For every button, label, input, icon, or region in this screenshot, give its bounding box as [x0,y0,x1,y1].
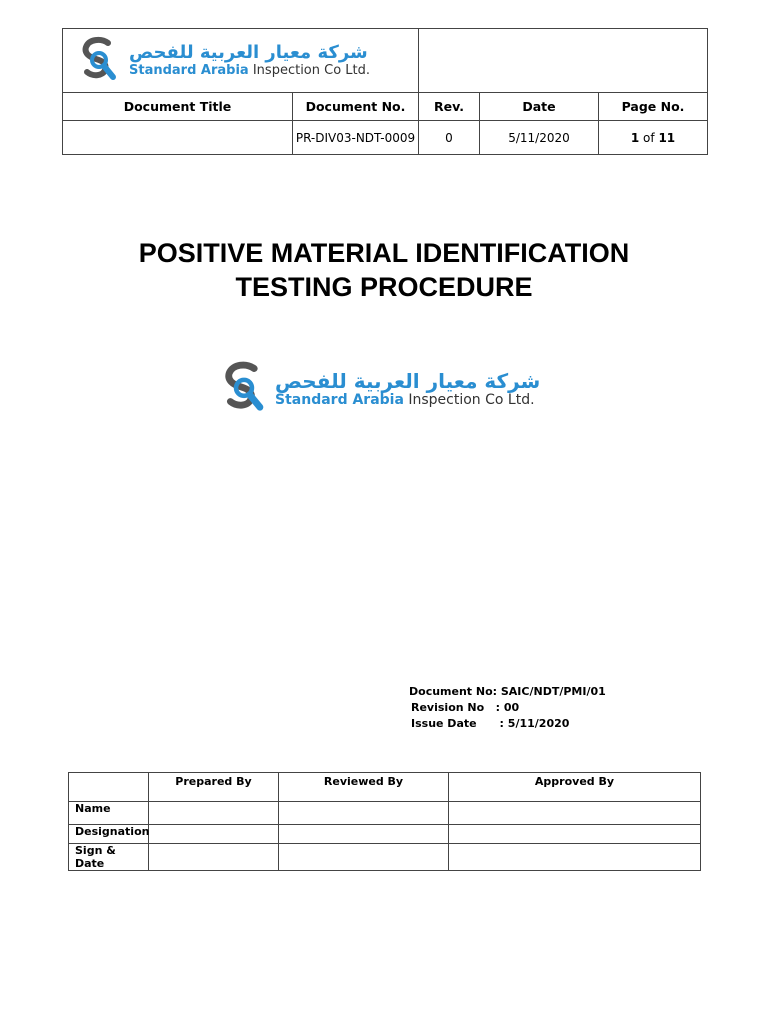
document-info-block [409,684,606,732]
value-date: 5/11/2020 [480,121,599,155]
page-of: of [639,130,659,145]
doc-info-revision: Revision No : 00 [411,701,520,714]
page-current: 1 [630,130,640,145]
document-header-table [62,28,708,155]
doc-info-doc-no: Document No: SAIC/NDT/PMI/01 [409,685,606,698]
logo-name-rest: Inspection Co Ltd. [248,62,371,78]
approval-cell [149,802,279,825]
label-document-title: Document Title [63,93,293,121]
approval-header-blank [69,773,149,802]
value-document-no: PR-DIV03-NDT-0009 [293,121,419,155]
value-rev: 0 [419,121,480,155]
approval-cell [449,802,701,825]
title-line-2: TESTING PROCEDURE [235,272,533,302]
title-line-1: POSITIVE MATERIAL IDENTIFICATION [138,238,630,268]
approval-row-label-designation: Designation [69,825,149,844]
center-logo-company-name [275,392,540,409]
approval-row-label-sign-date: Sign & Date [69,844,149,871]
center-logo-arabic: شركة معيار العربية للفحص [275,368,541,393]
logo-company-name [129,63,370,79]
approval-table [68,772,701,871]
approval-header-approved-by: Approved By [449,773,701,802]
approval-cell [149,844,279,871]
approval-cell [149,825,279,844]
center-logo-name-blue: Standard Arabia [275,391,404,408]
approval-cell [279,825,449,844]
magnifier-s-icon-large [219,360,269,418]
approval-row-label-name: Name [69,802,149,825]
approval-cell [449,844,701,871]
approval-cell [449,825,701,844]
label-rev: Rev. [419,93,480,121]
approval-cell [279,802,449,825]
center-logo-name-rest: Inspection Co Ltd. [403,391,535,408]
logo-arabic-text: شركة معيار العربية للفحص [129,41,368,63]
logo-name-blue: Standard Arabia [129,62,249,78]
center-company-logo [219,360,540,418]
page-total: 11 [658,130,676,145]
label-document-no: Document No. [293,93,419,121]
header-blank-cell [419,29,708,93]
approval-header-reviewed-by: Reviewed By [279,773,449,802]
header-logo-cell [63,29,419,93]
approval-cell [279,844,449,871]
value-document-title [63,121,293,155]
approval-header-prepared-by: Prepared By [149,773,279,802]
company-logo [63,36,418,86]
label-date: Date [480,93,599,121]
document-title [0,236,768,304]
doc-info-issue-date: Issue Date : 5/11/2020 [411,717,570,730]
value-page-no [599,121,708,155]
label-page-no: Page No. [599,93,708,121]
magnifier-s-icon [77,36,121,86]
